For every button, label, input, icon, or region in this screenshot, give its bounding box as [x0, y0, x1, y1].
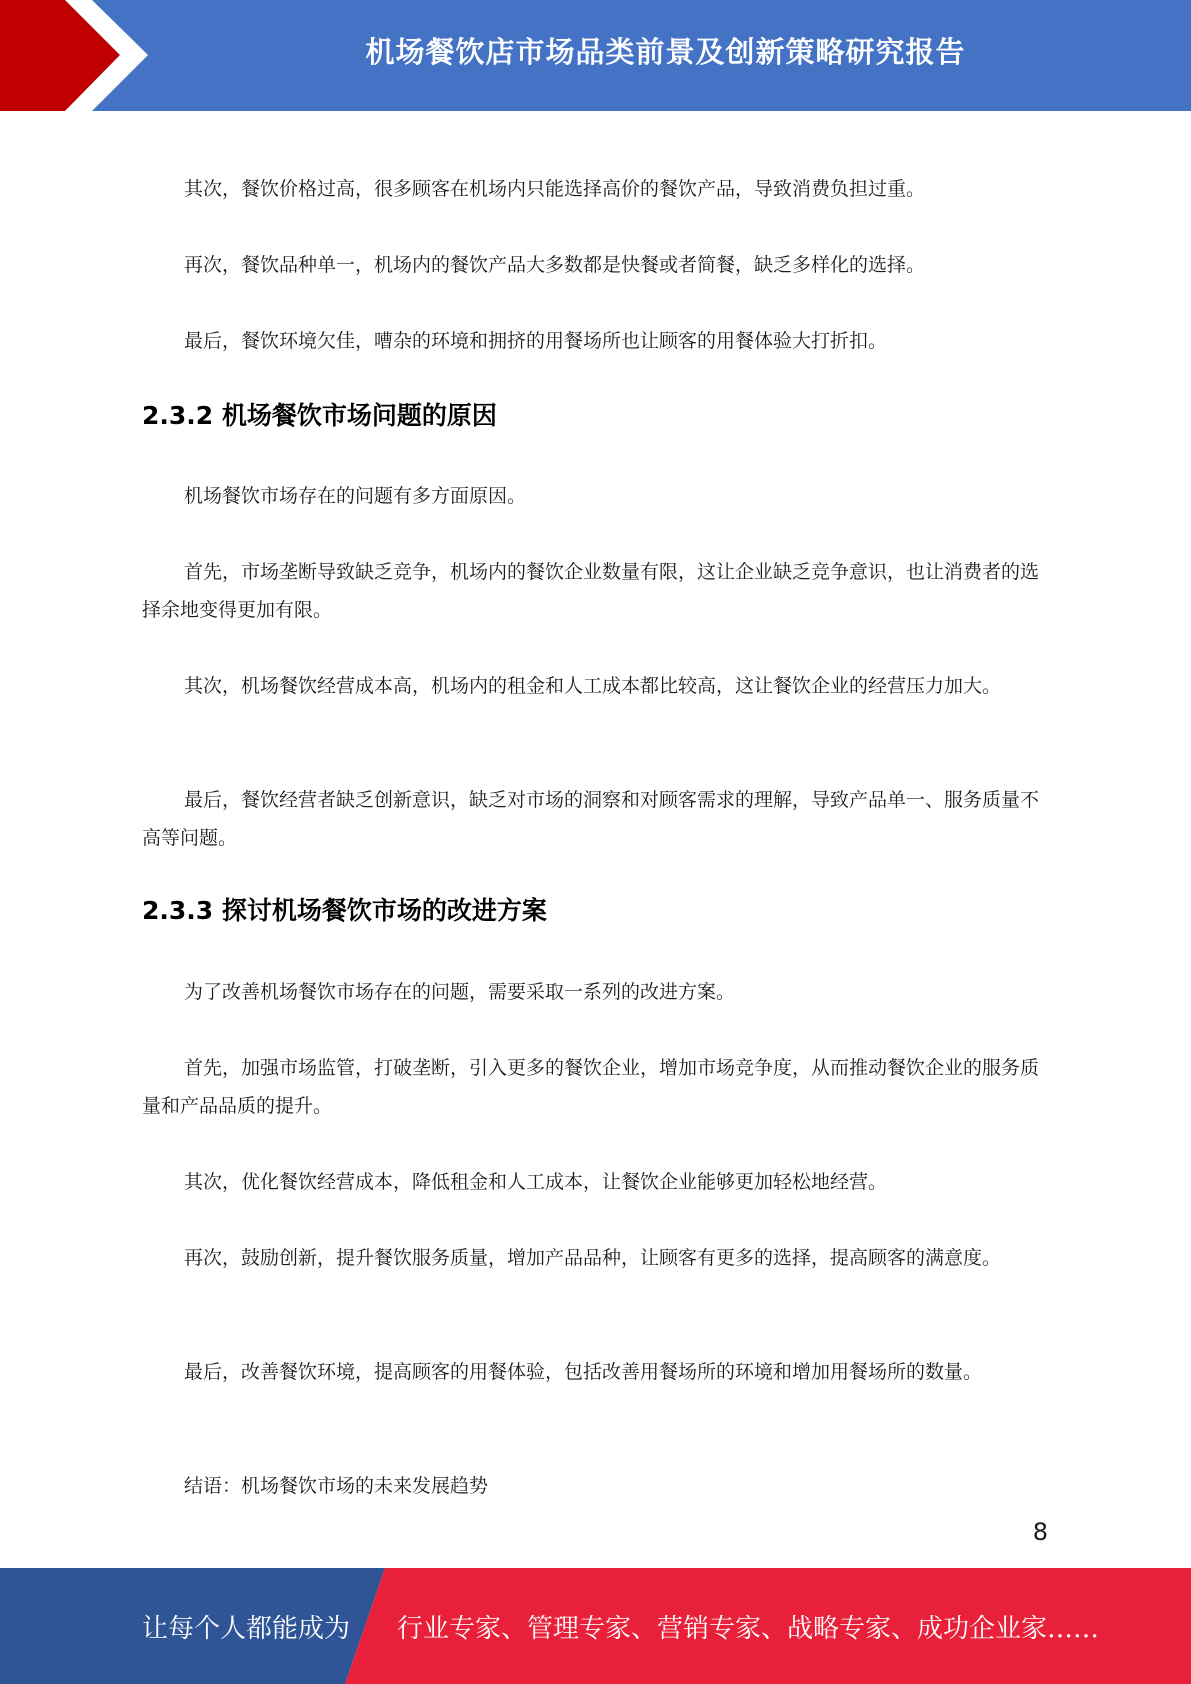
section-heading-2-3-3: 2.3.3 探讨机场餐饮市场的改进方案: [142, 896, 547, 925]
page-number: 8: [1032, 1518, 1048, 1546]
paragraph: 首先，加强市场监管，打破垄断，引入更多的餐饮企业，增加市场竞争度，从而推动餐饮企业的服务质量和产品品质的提升。: [142, 1057, 1040, 1117]
footer-slogan-right: 行业专家、管理专家、营销专家、战略专家、成功企业家……: [397, 1613, 1100, 1644]
paragraph: 首先，市场垄断导致缺乏竞争，机场内的餐饮企业数量有限，这让企业缺乏竞争意识，也让消费者的选择余地变得更加有限。: [142, 561, 1040, 621]
header-arrow-decoration: [0, 0, 160, 111]
footer-slogan-left: 让每个人都能成为: [142, 1613, 351, 1644]
paragraph: 机场餐饮市场存在的问题有多方面原因。: [184, 485, 527, 507]
page-header: [0, 0, 1191, 111]
paragraph: 最后，餐饮经营者缺乏创新意识，缺乏对市场的洞察和对顾客需求的理解，导致产品单一、服务质量不高等问题。: [142, 789, 1040, 849]
report-title: 机场餐饮店市场品类前景及创新策略研究报告: [365, 34, 966, 69]
paragraph: 其次，优化餐饮经营成本，降低租金和人工成本，让餐饮企业能够更加轻松地经营。: [184, 1171, 888, 1193]
paragraph: 最后，改善餐饮环境，提高顾客的用餐体验，包括改善用餐场所的环境和增加用餐场所的数量。: [184, 1361, 983, 1383]
paragraph: 为了改善机场餐饮市场存在的问题，需要采取一系列的改进方案。: [184, 981, 736, 1003]
paragraph: 其次，机场餐饮经营成本高，机场内的租金和人工成本都比较高，这让餐饮企业的经营压力加大。: [184, 675, 1002, 697]
paragraph: 再次，餐饮品种单一，机场内的餐饮产品大多数都是快餐或者简餐，缺乏多样化的选择。: [184, 254, 926, 276]
paragraph: 最后，餐饮环境欠佳，嘈杂的环境和拥挤的用餐场所也让顾客的用餐体验大打折扣。: [184, 330, 888, 352]
section-heading-2-3-2: 2.3.2 机场餐饮市场问题的原因: [142, 401, 497, 430]
paragraph: 再次，鼓励创新，提升餐饮服务质量，增加产品品种，让顾客有更多的选择，提高顾客的满意度。: [184, 1247, 1002, 1269]
paragraph: 其次，餐饮价格过高，很多顾客在机场内只能选择高价的餐饮产品，导致消费负担过重。: [184, 178, 926, 200]
page-footer: [0, 1568, 1191, 1684]
paragraph: 结语：机场餐饮市场的未来发展趋势: [184, 1475, 489, 1497]
